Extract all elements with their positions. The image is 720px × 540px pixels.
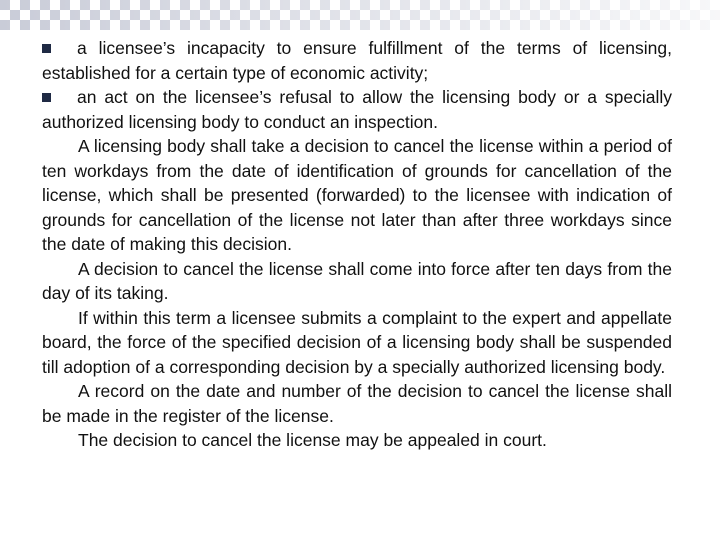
square-bullet-icon	[42, 93, 51, 102]
bullet-text: a licensee’s incapacity to ensure fulfillment of the terms of licensing, established for a certain type of economic activity;	[42, 38, 672, 83]
document-body	[42, 36, 672, 453]
paragraph: The decision to cancel the license may be appealed in court.	[78, 430, 547, 450]
bullet-text: an act on the licensee’s refusal to allow the licensing body or a specially authorized licensing body to conduct an inspection.	[42, 87, 672, 132]
bullet-item	[42, 85, 672, 134]
paragraph: A licensing body shall take a decision to cancel the license within a period of ten workdays from the date of identification of grounds for cancellation of the license, which shall be presented (forwarded) to the licensee with indication of grounds for cancellation of the license not later than after three workdays since the date of making this decision.	[42, 136, 672, 254]
bullet-item	[42, 36, 672, 85]
paragraph: A decision to cancel the license shall come into force after ten days from the day of its taking.	[42, 258, 672, 303]
paragraph: A record on the date and number of the decision to cancel the license shall be made in the register of the license.	[42, 381, 672, 426]
decorative-checker-pattern	[0, 0, 720, 40]
square-bullet-icon	[42, 44, 51, 53]
paragraph: If within this term a licensee submits a complaint to the expert and appellate board, the force of the specified decision of a licensing body shall be suspended till adoption of a corresponding decision by a specially authorized licensing body.	[42, 307, 672, 377]
